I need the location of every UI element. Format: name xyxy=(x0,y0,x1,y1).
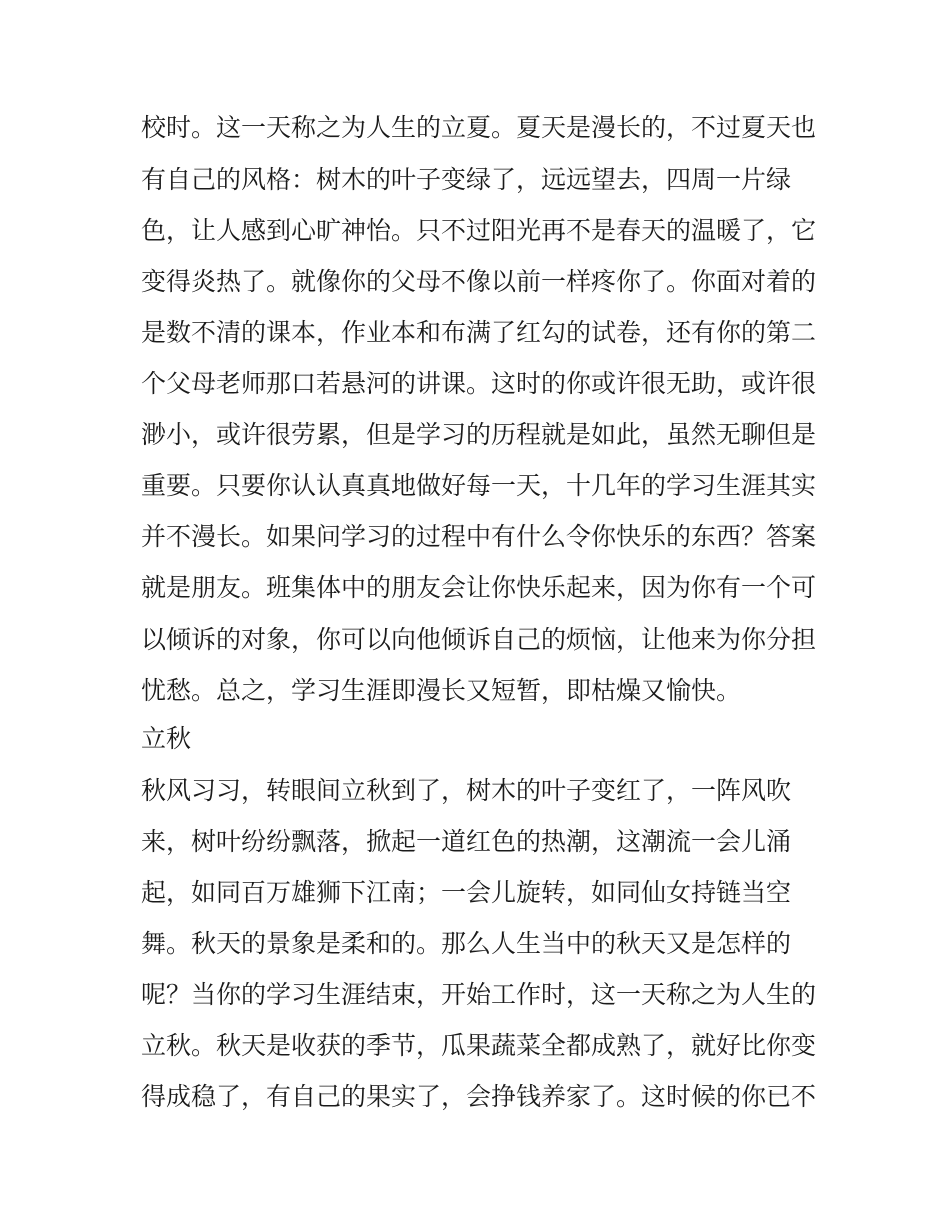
text-line: 渺小，或许很劳累，但是学习的历程就是如此，虽然无聊但是 xyxy=(141,420,817,449)
text-line: 秋风习习，转眼间立秋到了，树木的叶子变红了，一阵风吹 xyxy=(141,776,792,805)
text-line: 来，树叶纷纷飘落，掀起一道红色的热潮，这潮流一会儿涌 xyxy=(141,827,792,856)
text-line: 就是朋友。班集体中的朋友会让你快乐起来，因为你有一个可 xyxy=(141,573,817,602)
text-line: 重要。只要你认认真真地做好每一天，十几年的学习生涯其实 xyxy=(141,471,817,500)
text-line: 变得炎热了。就像你的父母不像以前一样疼你了。你面对着的 xyxy=(141,267,817,296)
text-line: 忧愁。总之，学习生涯即漫长又短暂，即枯燥又愉快。 xyxy=(141,676,742,705)
text-line: 是数不清的课本，作业本和布满了红勾的试卷，还有你的第二 xyxy=(141,318,817,347)
text-line: 得成稳了，有自己的果实了，会挣钱养家了。这时候的你已不 xyxy=(141,1082,817,1111)
text-line: 舞。秋天的景象是柔和的。那么人生当中的秋天又是怎样的 xyxy=(141,929,792,958)
text-line: 色，让人感到心旷神怡。只不过阳光再不是春天的温暖了，它 xyxy=(141,216,817,245)
text-line: 校时。这一天称之为人生的立夏。夏天是漫长的，不过夏天也 xyxy=(141,113,817,142)
text-line: 有自己的风格：树木的叶子变绿了，远远望去，四周一片绿 xyxy=(141,165,792,194)
text-line: 立秋。秋天是收获的季节，瓜果蔬菜全都成熟了，就好比你变 xyxy=(141,1031,817,1060)
text-line: 以倾诉的对象，你可以向他倾诉自己的烦恼，让他来为你分担 xyxy=(141,625,817,654)
text-line: 个父母老师那口若悬河的讲课。这时的你或许很无助，或许很 xyxy=(141,369,817,398)
text-line: 呢？当你的学习生涯结束，开始工作时，这一天称之为人生的 xyxy=(141,980,817,1009)
text-line: 并不漫长。如果问学习的过程中有什么令你快乐的东西？答案 xyxy=(141,522,817,551)
text-line: 起，如同百万雄狮下江南；一会儿旋转，如同仙女持链当空 xyxy=(141,878,792,907)
section-heading: 立秋 xyxy=(141,724,192,753)
